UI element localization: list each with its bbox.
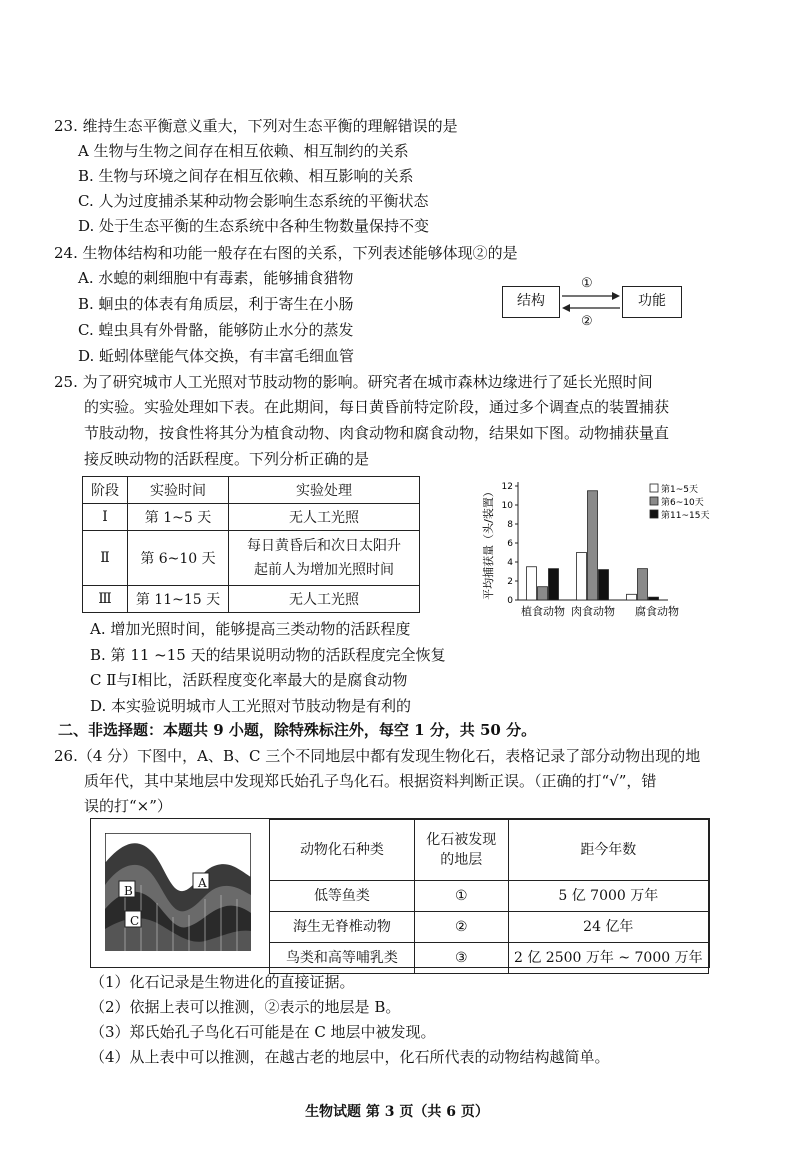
q25-option-c: C Ⅱ与Ⅰ相比，活跃程度变化率最大的是腐食动物: [90, 671, 408, 689]
legend-label: 第1~5天: [661, 485, 698, 495]
table-row: [270, 881, 709, 912]
y-tick-label: 6: [507, 539, 513, 549]
header-fossil-type: 动物化石种类: [270, 820, 415, 881]
y-axis-label: 平均捕获量（头/装置）: [482, 486, 495, 600]
q26-statement-3: （3）郑氏始孔子鸟化石可能是在 C 地层中被发现。: [90, 1023, 436, 1041]
q26-fossil-table: [269, 819, 709, 974]
q25-treatment-table: [82, 476, 420, 613]
cell-years-ago: 24 亿年: [508, 912, 708, 943]
bar: [577, 553, 587, 601]
x-category-label: 植食动物: [521, 605, 565, 618]
q23-option-c: C. 人为过度捕杀某种动物会影响生态系统的平衡状态: [78, 192, 429, 210]
bar: [599, 570, 609, 600]
cell-time: 第 6~10 天: [128, 531, 229, 586]
cell-treatment: 无人工光照: [229, 586, 420, 613]
header-time: 实验时间: [128, 477, 229, 504]
strata-label-b: B: [124, 884, 133, 898]
header-stage: 阶段: [83, 477, 128, 504]
cell-fossil-type: 海生无脊椎动物: [270, 912, 415, 943]
bar: [549, 569, 559, 600]
structure-box: 结构: [502, 286, 560, 318]
cell-years-ago: 2 亿 2500 万年 ~ 7000 万年: [508, 943, 708, 974]
q24-stem: 24. 生物体结构和功能一般存在右图的关系，下列表述能够体现②的是: [54, 244, 518, 262]
cell-treatment: 无人工光照: [229, 504, 420, 531]
section-2-heading: 二、非选择题：本题共 9 小题，除特殊标注外，每空 1 分，共 50 分。: [58, 721, 537, 739]
y-tick-label: 10: [501, 501, 513, 511]
table-row: [83, 586, 420, 613]
cell-years-ago: 5 亿 7000 万年: [508, 881, 708, 912]
header-strata: 化石被发现 的地层: [414, 820, 508, 881]
arrow-1-label: ①: [581, 276, 593, 291]
table-row: [270, 943, 709, 974]
cell-treatment: 每日黄昏后和次日太阳升 起前人为增加光照时间: [229, 531, 420, 586]
x-category-label: 腐食动物: [635, 605, 679, 618]
header-treatment: 实验处理: [229, 477, 420, 504]
q26-stem-line-1: 26.（4 分）下图中，A、B、C 三个不同地层中都有发现生物化石，表格记录了部分动物出现的地: [54, 747, 701, 765]
q25-capture-chart: [478, 474, 718, 624]
function-box: 功能: [622, 286, 682, 318]
q25-option-d: D. 本实验说明城市人工光照对节肢动物是有利的: [90, 697, 412, 715]
q24-option-b: B. 蛔虫的体表有角质层，利于寄生在小肠: [78, 295, 354, 313]
arrow-2-label: ②: [581, 314, 593, 329]
q25-stem-line-4: 接反映动物的活跃程度。下列分析正确的是: [84, 450, 370, 468]
q25-option-a: A. 增加光照时间，能够提高三类动物的活跃程度: [90, 620, 411, 638]
q25-stem-line-3: 节肢动物，按食性将其分为植食动物、肉食动物和腐食动物，结果如下图。动物捕获量直: [84, 424, 670, 442]
q26-stem-line-2: 质年代，其中某地层中发现郑氏始孔子鸟化石。根据资料判断正误。（正确的打“√”，错: [84, 772, 657, 790]
q24-option-a: A. 水螅的刺细胞中有毒素，能够捕食猎物: [78, 269, 354, 287]
q23-option-b: B. 生物与环境之间存在相互依赖、相互影响的关系: [78, 167, 414, 185]
cell-fossil-type: 鸟类和高等哺乳类: [270, 943, 415, 974]
table-header-row: [270, 820, 709, 881]
y-tick-label: 2: [507, 577, 513, 587]
cell-strata: ①: [414, 881, 508, 912]
table-header-row: [83, 477, 420, 504]
cell-stage: Ⅱ: [83, 531, 128, 586]
cell-stage: Ⅰ: [83, 504, 128, 531]
page-footer: 生物试题 第 3 页（共 6 页）: [305, 1104, 489, 1120]
q26-figure-and-table: [90, 818, 710, 968]
q25-option-b: B. 第 11 ~15 天的结果说明动物的活跃程度完全恢复: [90, 646, 446, 664]
legend-label: 第11~15天: [661, 511, 710, 521]
y-tick-label: 4: [507, 558, 513, 568]
q26-statement-2: （2）依据上表可以推测，②表示的地层是 B。: [90, 998, 401, 1016]
y-tick-label: 8: [507, 520, 513, 530]
bar: [527, 567, 537, 600]
q24-option-c: C. 蝗虫具有外骨骼，能够防止水分的蒸发: [78, 321, 354, 339]
bar: [538, 587, 548, 600]
legend-label: 第6~10天: [661, 498, 704, 508]
legend-swatch: [650, 497, 658, 505]
bar: [649, 597, 659, 600]
table-row: [83, 531, 420, 586]
y-tick-label: 0: [507, 596, 513, 606]
cell-time: 第 11~15 天: [128, 586, 229, 613]
legend-swatch: [650, 510, 658, 518]
q25-stem-line-1: 25. 为了研究城市人工光照对节肢动物的影响。研究者在城市森林边缘进行了延长光照时间: [54, 373, 653, 391]
table-row: [83, 504, 420, 531]
q23-stem: 23. 维持生态平衡意义重大，下列对生态平衡的理解错误的是: [54, 117, 458, 135]
bar: [588, 491, 598, 600]
q23-option-d: D. 处于生态平衡的生态系统中各种生物数量保持不变: [78, 217, 430, 235]
legend-swatch: [650, 484, 658, 492]
cell-fossil-type: 低等鱼类: [270, 881, 415, 912]
y-tick-label: 12: [501, 482, 513, 492]
header-years-ago: 距今年数: [508, 820, 708, 881]
q23-option-a: A 生物与生物之间存在相互依赖、相互制约的关系: [78, 142, 409, 160]
q26-statement-1: （1）化石记录是生物进化的直接证据。: [90, 973, 355, 991]
table-row: [270, 912, 709, 943]
strata-label-c: C: [130, 914, 140, 928]
bar: [627, 594, 637, 600]
q26-statement-4: （4）从上表中可以推测，在越古老的地层中，化石所代表的动物结构越简单。: [90, 1048, 610, 1066]
bar: [638, 569, 648, 600]
strata-label-a: A: [198, 876, 207, 890]
q24-option-d: D. 蚯蚓体壁能气体交换，有丰富毛细血管: [78, 347, 355, 365]
q26-stem-line-3: 误的打“×”）: [84, 797, 172, 815]
cell-strata: ③: [414, 943, 508, 974]
q25-stem-line-2: 的实验。实验处理如下表。在此期间，每日黄昏前特定阶段，通过多个调查点的装置捕获: [84, 398, 670, 416]
cell-strata: ②: [414, 912, 508, 943]
cell-stage: Ⅲ: [83, 586, 128, 613]
cell-time: 第 1~5 天: [128, 504, 229, 531]
x-category-label: 肉食动物: [571, 605, 615, 618]
